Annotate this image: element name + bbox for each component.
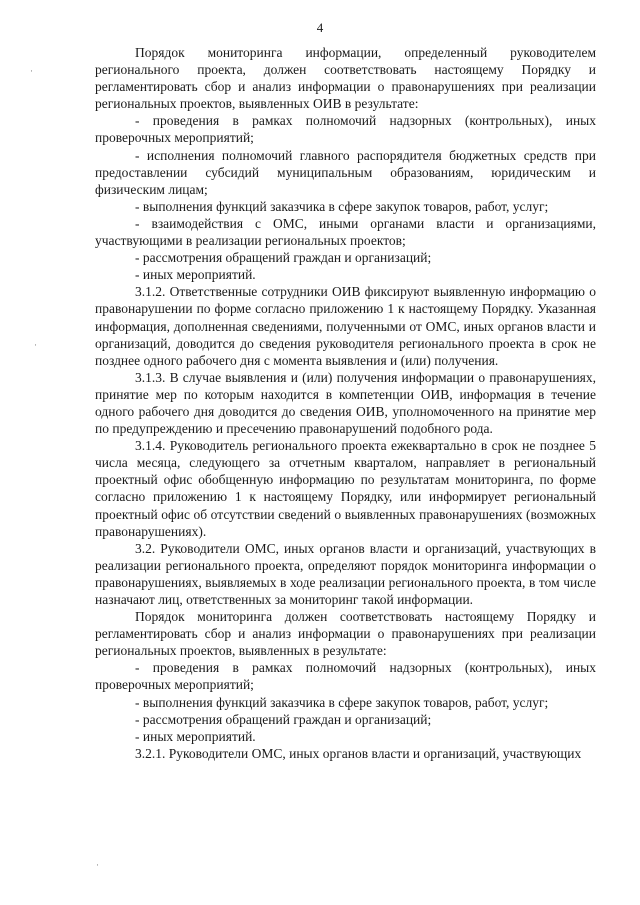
list-item: - исполнения полномочий главного распорядителя бюджетных средств при предоставлении субсидий муниципальным образованиям, юридическим и физическим лицам;	[95, 147, 596, 197]
scan-speck: ·	[96, 860, 99, 870]
paragraph-3-2: 3.2. Руководители ОМС, иных органов власти и организаций, участвующих в реализации регионального проекта, определяют порядок мониторинга информации о правонарушениях, выявляемых в ходе реализации регионального проекта, в том числе назначают лиц, ответственных за мониторинг такой информации.	[95, 540, 596, 607]
scan-speck: ·	[34, 340, 37, 350]
list-item: - рассмотрения обращений граждан и организаций;	[135, 711, 432, 727]
list-item: - рассмотрения обращений граждан и организаций;	[135, 250, 432, 266]
paragraph-3-1-3: 3.1.3. В случае выявления и (или) получения информации о правонарушениях, принятие мер по которым находится в компетенции ОИВ, информация в течение одного рабочего дня доводится до сведения ОИВ, уполномоченного на принятие мер по предупреждению и пресечению правонарушений подобного рода.	[95, 369, 596, 437]
page-number: 4	[316, 20, 324, 35]
list-item: - иных мероприятий.	[135, 267, 256, 283]
list-item: - иных мероприятий.	[135, 728, 256, 744]
list-item: - проведения в рамках полномочий надзорных (контрольных), иных проверочных мероприятий;	[95, 660, 596, 693]
paragraph-3-2-1: 3.2.1. Руководители ОМС, иных органов власти и организаций, участвующих	[135, 745, 582, 761]
paragraph-3-1-2: 3.1.2. Ответственные сотрудники ОИВ фиксируют выявленную информацию о правонарушении по форме согласно приложению 1 к настоящему Порядку. Указанная информация, дополненная сведениями, полученными от ОМС, иных органов власти и организаций, доводится до сведения руководителя регионального проекта в срок не позднее одного рабочего дня с момента выявления и (или) получения.	[95, 284, 596, 368]
document-body	[95, 44, 596, 762]
scan-speck: ·	[30, 66, 33, 76]
list-item: - проведения в рамках полномочий надзорных (контрольных), иных проверочных мероприятий;	[95, 113, 596, 146]
list-item: - взаимодействия с ОМС, иными органами власти и организациями, участвующими в реализации региональных проектов;	[95, 215, 596, 249]
paragraph: Порядок мониторинга должен соответствовать настоящему Порядку и регламентировать сбор и анализ информации о правонарушениях при реализации региональных проектов, выявленных в результате:	[95, 609, 596, 659]
paragraph-3-1-4: 3.1.4. Руководитель регионального проекта ежеквартально в срок не позднее 5 числа месяца, следующего за отчетным кварталом, направляет в региональный проектный офис обобщенную информацию по результатам мониторинга, по форме согласно приложению 1 к настоящему Порядку, или информирует региональный проектный офис об отсутствии сведений о выявленных правонарушениях (возможных правонарушениях).	[95, 438, 596, 539]
list-item: - выполнения функций заказчика в сфере закупок товаров, работ, услуг;	[135, 198, 549, 214]
paragraph: Порядок мониторинга информации, определенный руководителем регионального проекта, должен соответствовать настоящему Порядку и регламентировать сбор и анализ информации о правонарушениях при реализации региональных проектов, выявленных ОИВ в результате:	[95, 45, 596, 112]
list-item: - выполнения функций заказчика в сфере закупок товаров, работ, услуг;	[135, 694, 549, 710]
